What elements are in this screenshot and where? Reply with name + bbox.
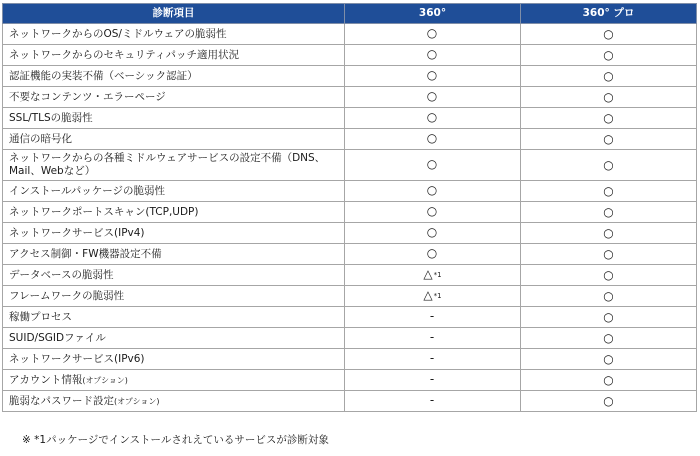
table-row [3, 244, 697, 265]
mark-360-pro: ○ [521, 150, 697, 181]
row-item-label [3, 307, 345, 328]
mark-360 [345, 286, 521, 307]
mark-360 [345, 370, 521, 391]
item-text: ネットワークからのOS/ミドルウェアの脆弱性 [9, 27, 227, 40]
mark-symbol: ○ [426, 110, 438, 124]
mark-360-pro: ○ [521, 87, 697, 108]
table-row [3, 286, 697, 307]
item-text: アカウント情報 [9, 373, 83, 386]
row-item-label [3, 202, 345, 223]
mark-symbol: ○ [426, 89, 438, 103]
table-row [3, 265, 697, 286]
header-360: 360° [345, 4, 521, 24]
mark-360-pro: ○ [521, 286, 697, 307]
table-row [3, 24, 697, 45]
row-item-label [3, 391, 345, 412]
mark-symbol: △ [423, 288, 433, 302]
table-header [3, 4, 697, 24]
mark-360-pro: ○ [521, 129, 697, 150]
item-text: ネットワークサービス(IPv6) [9, 352, 145, 365]
mark-360-pro: ○ [521, 24, 697, 45]
header-row [3, 4, 697, 24]
mark-symbol: - [429, 330, 435, 344]
item-text: 稼働プロセス [9, 310, 72, 323]
row-item-label [3, 181, 345, 202]
mark-symbol: ○ [426, 204, 438, 218]
table-row [3, 370, 697, 391]
mark-360 [345, 244, 521, 265]
mark-360 [345, 87, 521, 108]
table-row [3, 87, 697, 108]
table-row [3, 349, 697, 370]
mark-360 [345, 45, 521, 66]
item-text: ネットワークからの各種ミドルウェアサービスの設定不備（DNS、Mail、Webなど） [9, 152, 326, 177]
item-note: (オプション) [114, 396, 160, 406]
mark-360 [345, 24, 521, 45]
row-item-label [3, 150, 345, 181]
mark-360 [345, 223, 521, 244]
mark-360 [345, 328, 521, 349]
row-item-label [3, 24, 345, 45]
table-row [3, 108, 697, 129]
row-item-label [3, 286, 345, 307]
item-text: 不要なコンテンツ・エラーページ [9, 90, 166, 103]
row-item-label [3, 66, 345, 87]
header-diagnosis-item: 診断項目 [3, 4, 345, 24]
mark-symbol: ○ [426, 26, 438, 40]
mark-symbol: ○ [426, 246, 438, 260]
mark-360-pro: ○ [521, 370, 697, 391]
mark-symbol: △ [423, 267, 433, 281]
mark-symbol: - [429, 372, 435, 386]
table-row [3, 45, 697, 66]
item-text: SUID/SGIDファイル [9, 331, 106, 344]
mark-360-pro: ○ [521, 181, 697, 202]
mark-360 [345, 181, 521, 202]
table-row [3, 150, 697, 181]
mark-footnote-ref: *1 [433, 292, 442, 300]
item-text: インストールパッケージの脆弱性 [9, 184, 166, 197]
mark-symbol: ○ [426, 183, 438, 197]
mark-360-pro: ○ [521, 244, 697, 265]
item-text: SSL/TLSの脆弱性 [9, 111, 93, 124]
mark-360 [345, 202, 521, 223]
table-row [3, 328, 697, 349]
row-item-label [3, 328, 345, 349]
mark-symbol: ○ [426, 225, 438, 239]
table-row [3, 66, 697, 87]
mark-360-pro: ○ [521, 202, 697, 223]
table-row [3, 202, 697, 223]
mark-360-pro: ○ [521, 45, 697, 66]
mark-360-pro: ○ [521, 349, 697, 370]
mark-360 [345, 265, 521, 286]
row-item-label [3, 265, 345, 286]
mark-360-pro: ○ [521, 391, 697, 412]
item-text: アクセス制御・FW機器設定不備 [9, 247, 162, 260]
item-note: (オプション) [82, 375, 128, 385]
mark-360-pro: ○ [521, 223, 697, 244]
mark-symbol: ○ [426, 47, 438, 61]
item-text: データベースの脆弱性 [9, 268, 114, 281]
mark-360 [345, 150, 521, 181]
mark-symbol: ○ [426, 157, 438, 171]
mark-symbol: - [429, 393, 435, 407]
row-item-label [3, 108, 345, 129]
mark-360 [345, 108, 521, 129]
diagnosis-comparison-table [2, 3, 697, 412]
item-text: ネットワークポートスキャン(TCP,UDP) [9, 205, 199, 218]
table-row [3, 307, 697, 328]
mark-footnote-ref: *1 [433, 271, 442, 279]
row-item-label [3, 129, 345, 150]
mark-360-pro: ○ [521, 66, 697, 87]
row-item-label [3, 244, 345, 265]
table-row [3, 391, 697, 412]
mark-360-pro: ○ [521, 307, 697, 328]
mark-symbol: ○ [426, 68, 438, 82]
table-row [3, 129, 697, 150]
item-text: ネットワークからのセキュリティパッチ適用状況 [9, 48, 239, 61]
item-text: 脆弱なパスワード設定 [9, 394, 114, 407]
header-360-pro: 360° プロ [521, 4, 697, 24]
item-text: ネットワークサービス(IPv4) [9, 226, 145, 239]
mark-360 [345, 66, 521, 87]
mark-symbol: - [429, 309, 435, 323]
item-text: フレームワークの脆弱性 [9, 289, 125, 302]
row-item-label [3, 349, 345, 370]
mark-symbol: ○ [426, 131, 438, 145]
mark-360-pro: ○ [521, 328, 697, 349]
mark-360 [345, 391, 521, 412]
mark-360 [345, 307, 521, 328]
mark-360 [345, 129, 521, 150]
row-item-label [3, 45, 345, 66]
mark-360-pro: ○ [521, 108, 697, 129]
row-item-label [3, 223, 345, 244]
table-body [3, 24, 697, 412]
mark-360 [345, 349, 521, 370]
row-item-label [3, 87, 345, 108]
footnote: ※ *1パッケージでインストールされえているサービスが診断対象 [22, 434, 329, 446]
item-text: 認証機能の実装不備（ベーシック認証） [9, 69, 198, 82]
table-row [3, 223, 697, 244]
row-item-label [3, 370, 345, 391]
mark-360-pro: ○ [521, 265, 697, 286]
mark-symbol: - [429, 351, 435, 365]
item-text: 通信の暗号化 [9, 132, 72, 145]
table-row [3, 181, 697, 202]
